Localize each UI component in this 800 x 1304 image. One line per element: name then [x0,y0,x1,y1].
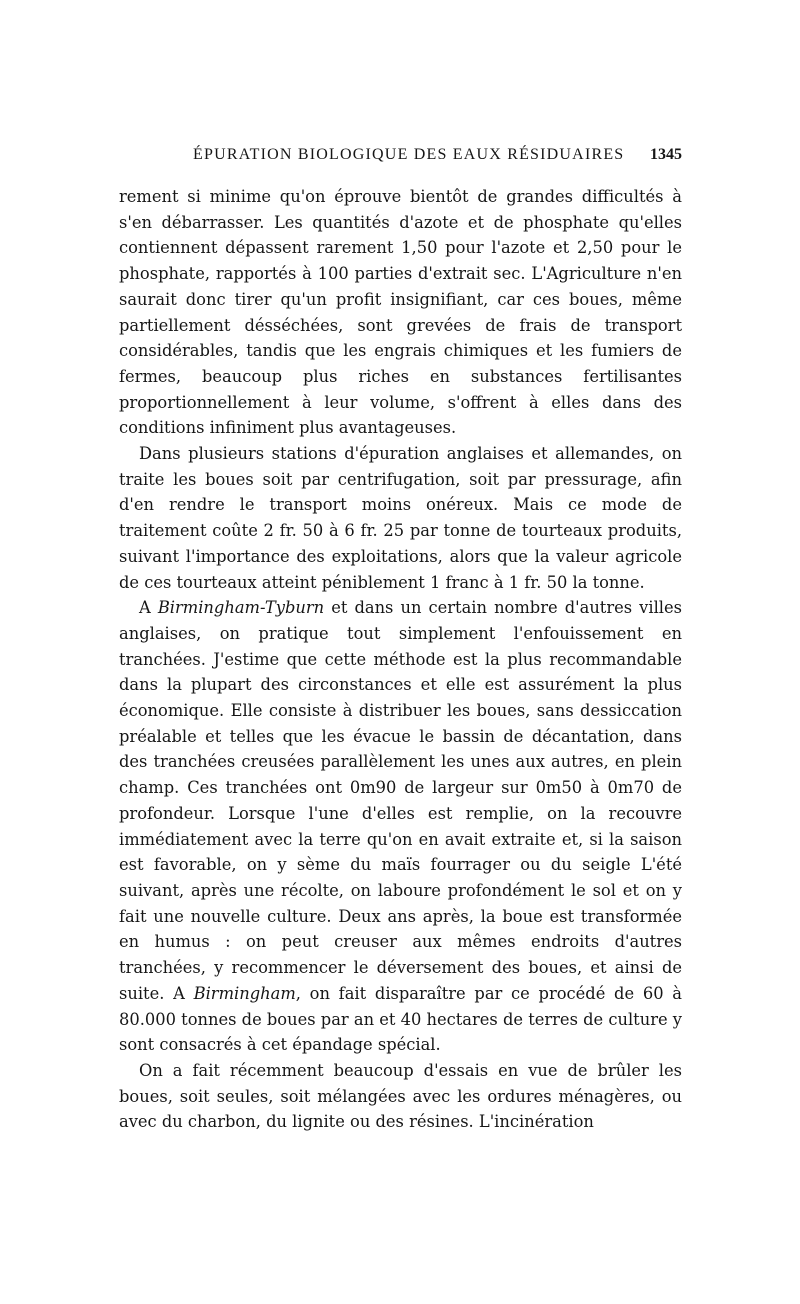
city-name: Birmingham-Tyburn [157,598,325,618]
paragraph-text: Dans plusieurs stations d'épuration anglaises et allemandes, on traite les boues soit par centrifugation, soit par pressurage, afin d'en rendre le transport moins onéreux. Mais ce mode de traitement coûte 2 fr. 50 à 6 fr. 25 par tonne de tourteaux produits, suivant l'importance des exploitations, alors que la valeur agricole de ces tourteaux atteint péniblement 1 franc à 1 fr. 50 la tonne. [119,444,682,592]
page-number: 1345 [650,146,682,163]
city-name: Birmingham [193,983,296,1003]
running-head [119,140,682,172]
paragraph-centrifugation [119,441,682,595]
paragraph-text: et dans un certain nombre d'autres villes anglaises, on pratique tout simplement l'enfouissement en tranchées. J'estime que cette méthode est la plus recommandable dans la plupart des circonstances et elle est assurément la plus économique. Elle consiste à distribuer les boues, sans dessiccation préalable et telles que les évacue le bassin de décantation, dans des tranchées creusées parallèlement les unes aux autres, en plein champ. Ces tranchées ont 0m90 de largeur sur 0m50 à 0m70 de profondeur. Lorsque l'une d'elles est remplie, on la recouvre immédiatement avec la terre qu'on en avait extraite et, si la saison est favorable, on y sème du maïs fourrager ou du seigle L'été suivant, après une récolte, on laboure profondément le sol et on y fait une nouvelle culture. Deux ans après, la boue est transformée en humus : on peut creuser aux mêmes endroits d'autres tranchées, y recommencer le déversement des boues, et ainsi de suite. A [119,598,682,1003]
paragraph-incineration [119,1058,682,1135]
book-page [119,140,682,1135]
paragraph-continued [119,184,682,441]
paragraph-text: , on fait disparaître par ce procédé de 60 à 80.000 tonnes de boues par an et 40 hectares de terres de culture y sont consacrés à cet épandage spécial. [119,983,682,1055]
paragraph-trenches [119,595,682,1058]
paragraph-text: rement si minime qu'on éprouve bientôt de grandes difficultés à s'en débarrasser. Les quantités d'azote et de phosphate qu'elles contiennent dépassent rarement 1,50 pour l'azote et 2,50 pour le phosphate, rapportés à 100 parties d'extrait sec. L'Agriculture n'en saurait donc tirer qu'un profit insignifiant, car ces boues, même partiellement désséchées, sont grevées de frais de transport considérables, tandis que les engrais chimiques et les fumiers de fermes, beaucoup plus riches en substances fertilisantes proportionnellement à leur volume, s'offrent à elles dans des conditions infiniment plus avantageuses. [119,187,682,438]
paragraph-lead: A [139,598,158,618]
running-title: ÉPURATION BIOLOGIQUE DES EAUX RÉSIDUAIRES [193,146,625,163]
body-text [119,184,682,1135]
paragraph-text: On a fait récemment beaucoup d'essais en vue de brûler les boues, soit seules, soit mélangées avec les ordures ménagères, ou avec du charbon, du lignite ou des résines. L'incinération [119,1060,682,1132]
